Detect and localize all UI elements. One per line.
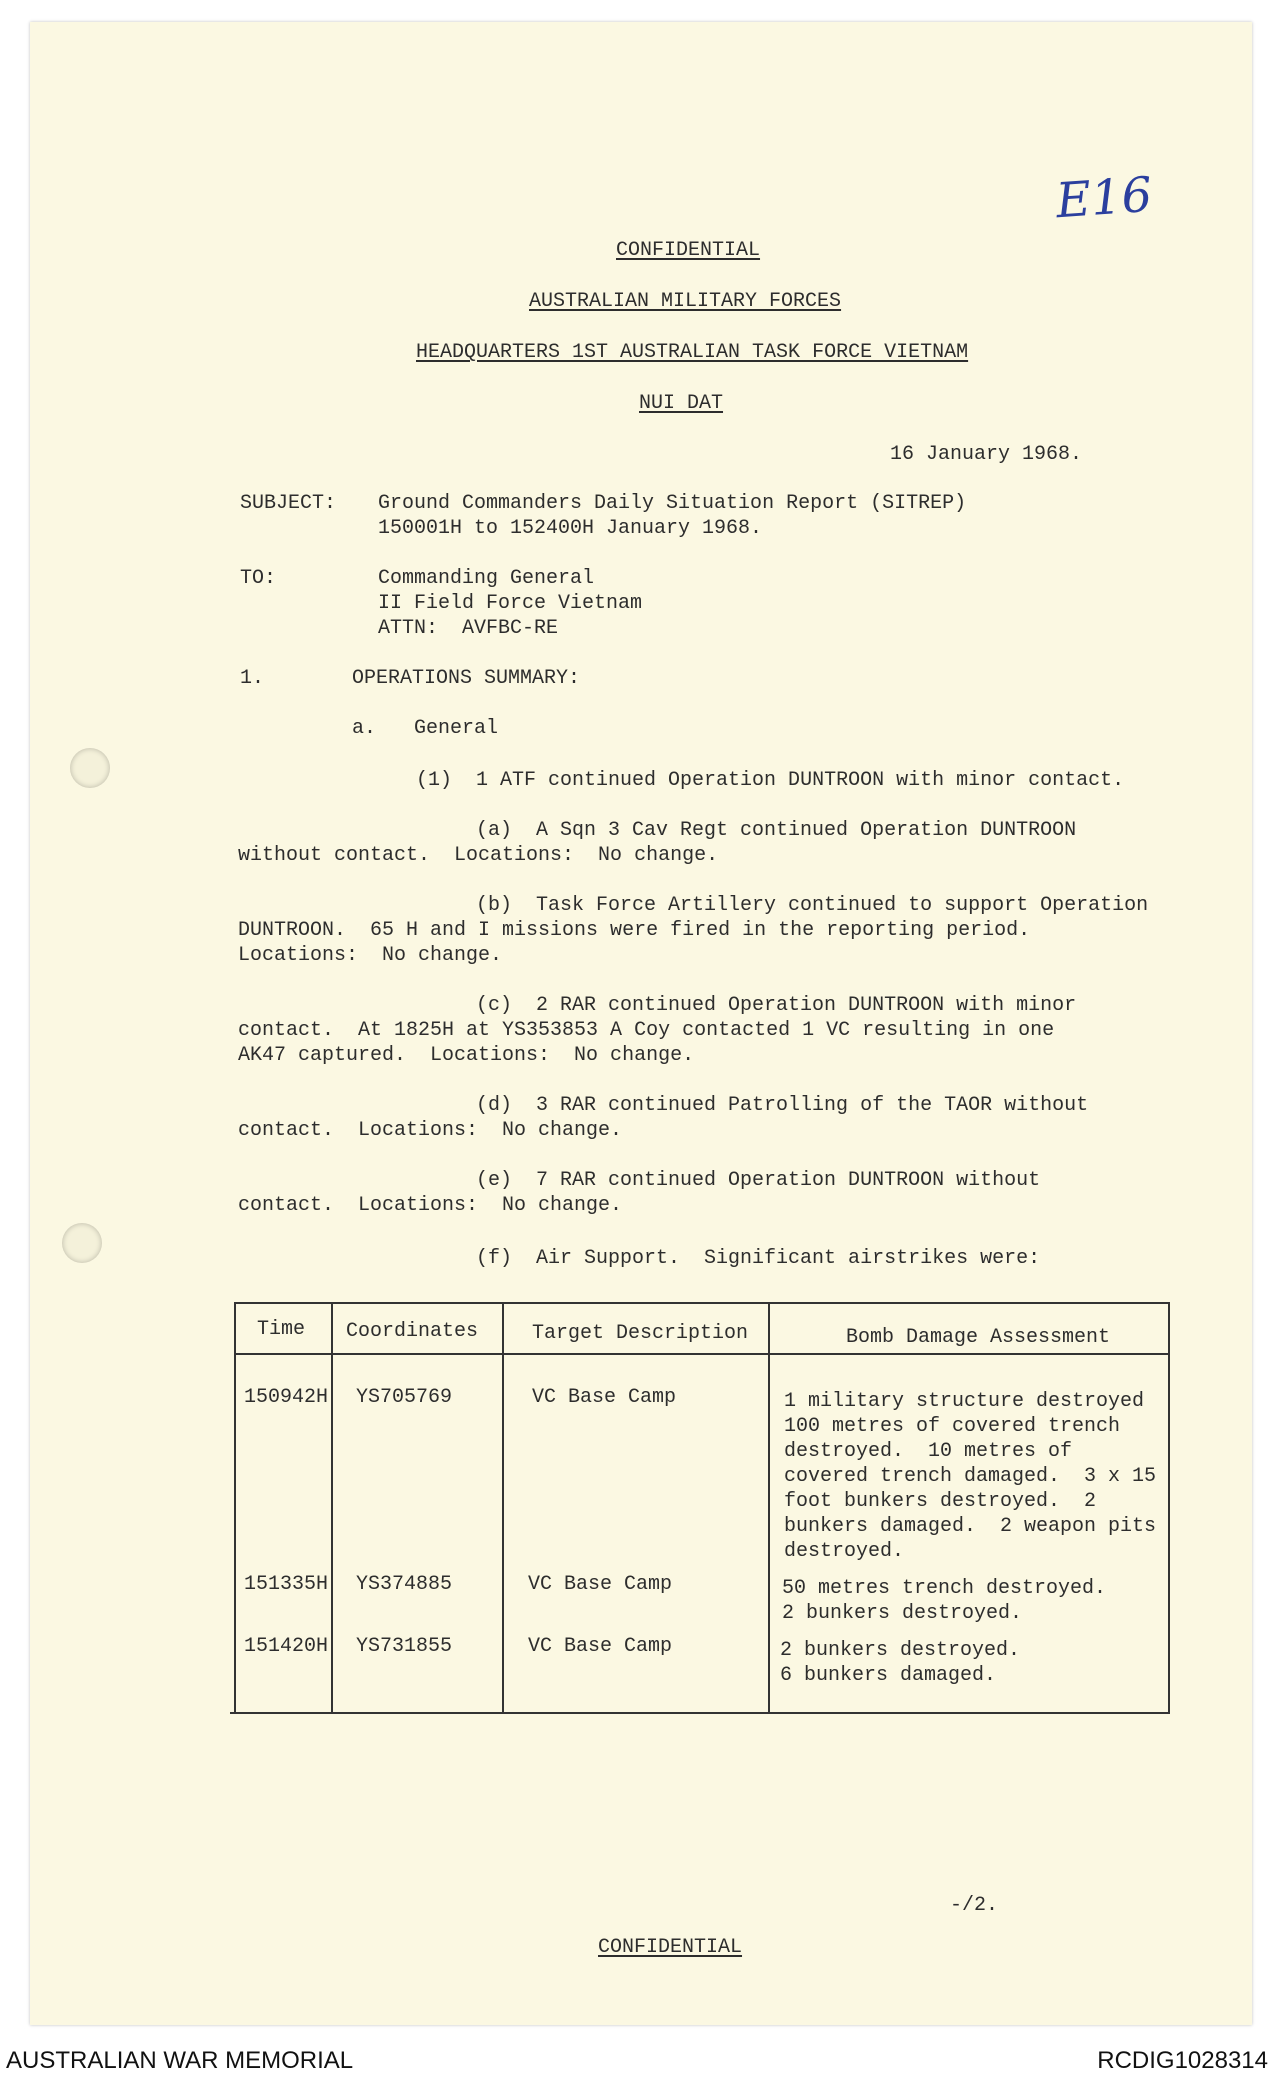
document-date: 16 January 1968.	[890, 443, 1083, 466]
table-header-target: Target Description	[532, 1322, 749, 1345]
subsection-title: General	[414, 717, 499, 740]
table-cell-target: VC Base Camp	[528, 1635, 673, 1658]
table-cell-bda: covered trench damaged. 3 x 15	[784, 1465, 1157, 1488]
table-cell-bda: 2 bunkers destroyed.	[782, 1602, 1023, 1625]
punch-hole	[70, 748, 110, 788]
subject-line-2: 150001H to 152400H January 1968.	[378, 517, 763, 540]
header-line-3: NUI DAT	[639, 392, 724, 415]
header-line-1: AUSTRALIAN MILITARY FORCES	[529, 290, 842, 313]
table-cell-bda: destroyed.	[784, 1540, 905, 1563]
classification-top: CONFIDENTIAL	[616, 239, 761, 262]
table-cell-coordinates: YS705769	[356, 1386, 453, 1409]
table-cell-bda: foot bunkers destroyed. 2	[784, 1490, 1097, 1513]
to-line-2: II Field Force Vietnam	[378, 592, 643, 615]
table-cell-time: 151420H	[244, 1635, 329, 1658]
para-1: (1) 1 ATF continued Operation DUNTROON with minor contact.	[416, 769, 1125, 792]
table-cell-bda: destroyed. 10 metres of	[784, 1440, 1073, 1463]
table-cell-bda: 1 military structure destroyed	[784, 1390, 1145, 1413]
archive-label-right: RCDIG1028314	[1097, 2047, 1268, 2074]
to-line-1: Commanding General	[378, 567, 595, 590]
para-f-line-1: (f) Air Support. Significant airstrikes were:	[476, 1247, 1041, 1270]
table-header-coordinates: Coordinates	[346, 1320, 479, 1343]
page-continuation: -/2.	[950, 1894, 999, 1917]
table-cell-bda: 100 metres of covered trench	[784, 1415, 1121, 1438]
subject-line-1: Ground Commanders Daily Situation Report (SITREP)	[378, 492, 967, 515]
para-a-line-1: (a) A Sqn 3 Cav Regt continued Operation DUNTROON	[476, 819, 1077, 842]
para-e-line-1: (e) 7 RAR continued Operation DUNTROON without	[476, 1169, 1041, 1192]
subject-label: SUBJECT:	[240, 492, 337, 515]
para-a-line-2: without contact. Locations: No change.	[238, 844, 719, 867]
para-d-line-2: contact. Locations: No change.	[238, 1119, 623, 1142]
para-b-line-3: Locations: No change.	[238, 944, 503, 967]
table-header-bda: Bomb Damage Assessment	[846, 1326, 1111, 1349]
table-cell-time: 151335H	[244, 1573, 329, 1596]
table-cell-coordinates: YS374885	[356, 1573, 453, 1596]
table-header-time: Time	[257, 1318, 306, 1341]
table-cell-bda: bunkers damaged. 2 weapon pits	[784, 1515, 1157, 1538]
para-c-line-3: AK47 captured. Locations: No change.	[238, 1044, 695, 1067]
section-number: 1.	[240, 667, 265, 690]
para-b-line-1: (b) Task Force Artillery continued to support Operation	[476, 894, 1149, 917]
table-cell-coordinates: YS731855	[356, 1635, 453, 1658]
table-cell-time: 150942H	[244, 1386, 329, 1409]
classification-bottom: CONFIDENTIAL	[598, 1936, 743, 1959]
table-cell-target: VC Base Camp	[528, 1573, 673, 1596]
punch-hole	[62, 1223, 102, 1263]
para-e-line-2: contact. Locations: No change.	[238, 1194, 623, 1217]
to-label: TO:	[240, 567, 277, 590]
to-line-3: ATTN: AVFBC-RE	[378, 617, 559, 640]
archive-label-left: AUSTRALIAN WAR MEMORIAL	[6, 2047, 354, 2074]
handwritten-reference: E16	[1054, 166, 1154, 230]
table-cell-bda: 2 bunkers destroyed.	[780, 1639, 1021, 1662]
table-cell-bda: 6 bunkers damaged.	[780, 1664, 997, 1687]
header-line-2: HEADQUARTERS 1ST AUSTRALIAN TASK FORCE VIETNAM	[416, 341, 969, 364]
section-title: OPERATIONS SUMMARY:	[352, 667, 581, 690]
table-cell-target: VC Base Camp	[532, 1386, 677, 1409]
para-b-line-2: DUNTROON. 65 H and I missions were fired in the reporting period.	[238, 919, 1031, 942]
table-cell-bda: 50 metres trench destroyed.	[782, 1577, 1107, 1600]
para-c-line-2: contact. At 1825H at YS353853 A Coy contacted 1 VC resulting in one	[238, 1019, 1055, 1042]
subsection-number: a.	[352, 717, 377, 740]
para-d-line-1: (d) 3 RAR continued Patrolling of the TAOR without	[476, 1094, 1089, 1117]
para-c-line-1: (c) 2 RAR continued Operation DUNTROON with minor	[476, 994, 1077, 1017]
